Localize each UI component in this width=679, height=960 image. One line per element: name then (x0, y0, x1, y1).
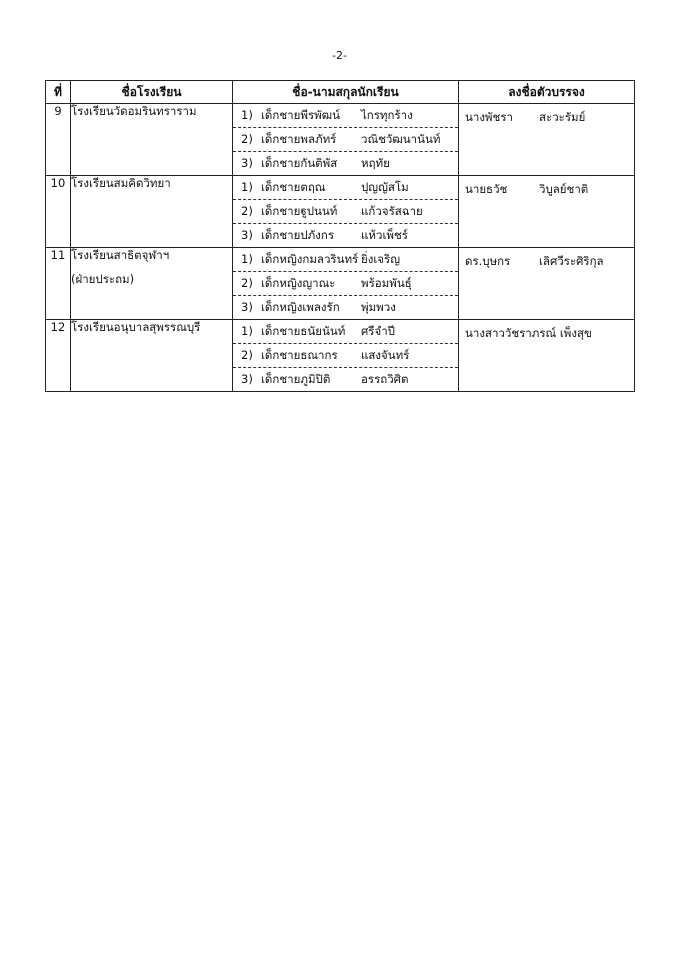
teacher-first-name: ดร.บุษกร (465, 254, 511, 268)
teacher-full-name: นางสาววัชราภรณ์ เพ็งสุข (465, 326, 592, 340)
header-students: ชื่อ-นามสกุลนักเรียน (233, 81, 459, 104)
student-first-name: เด็กชายปภังกร (261, 228, 334, 242)
teacher-signature (459, 248, 635, 320)
student-entry (233, 248, 458, 272)
school-name-text: โรงเรียนวัดอมรินทราราม (71, 104, 197, 118)
student-entry (233, 200, 458, 224)
student-roster-table (45, 80, 635, 392)
student-list (233, 248, 459, 320)
student-entry (233, 224, 458, 247)
student-first-name: เด็กหญิงเพลงรัก (261, 300, 340, 314)
student-first-name: เด็กชายพีรพัฒน์ (261, 108, 340, 122)
teacher-last-name: เลิศวีระศิริกุล (539, 254, 604, 268)
student-number: 3) (241, 300, 253, 314)
student-first-name: เด็กชายธณากร (261, 348, 338, 362)
student-last-name: ไกรทุกร้าง (361, 108, 413, 122)
row-number: 12 (46, 320, 71, 392)
student-entry (233, 368, 458, 391)
student-last-name: แสงจันทร์ (361, 348, 410, 362)
student-number: 2) (241, 132, 253, 146)
student-first-name: เด็กชายตฤณ (261, 180, 326, 194)
student-last-name: พร้อมพันธุ์ (361, 276, 412, 290)
student-number: 1) (241, 252, 253, 266)
student-number: 2) (241, 276, 253, 290)
header-school: ชื่อโรงเรียน (71, 81, 233, 104)
student-first-name: เด็กหญิงกมลวรินทร์ (261, 252, 359, 266)
student-entry (233, 296, 458, 319)
teacher-signature (459, 320, 635, 392)
student-first-name: เด็กชายกันติพัส (261, 156, 338, 170)
table-header-row (46, 81, 635, 104)
teacher-signature (459, 104, 635, 176)
student-list (233, 104, 459, 176)
student-last-name: ยิ่งเจริญ (361, 252, 400, 266)
student-number: 2) (241, 204, 253, 218)
teacher-last-name: สะวะรัมย์ (539, 110, 586, 124)
school-name-text: โรงเรียนอนุบาลสุพรรณบุรี (71, 320, 201, 334)
student-entry (233, 104, 458, 128)
student-number: 1) (241, 180, 253, 194)
student-number: 3) (241, 372, 253, 386)
student-first-name: เด็กหญิงญาณะ (261, 276, 336, 290)
student-last-name: แห้วเพ็ชร์ (361, 228, 408, 242)
student-entry (233, 152, 458, 175)
header-no: ที่ (46, 81, 71, 104)
student-entry (233, 176, 458, 200)
student-first-name: เด็กชายธนัยนันท์ (261, 324, 346, 338)
page-number: -2- (332, 49, 347, 62)
school-name-subtext: (ฝ่ายประถม) (71, 272, 135, 286)
student-number: 1) (241, 324, 253, 338)
student-number: 3) (241, 156, 253, 170)
student-first-name: เด็กชายพลภัทร์ (261, 132, 337, 146)
student-number: 1) (241, 108, 253, 122)
teacher-signature (459, 176, 635, 248)
student-last-name: พุ่มพวง (361, 300, 396, 314)
teacher-first-name: นายธวัช (465, 182, 508, 196)
teacher-first-name: นางพัชรา (465, 110, 513, 124)
school-name (71, 320, 233, 392)
student-entry (233, 128, 458, 152)
student-last-name: แก้วจรัสฉาย (361, 204, 423, 218)
student-last-name: วณิชวัฒนานันท์ (361, 132, 441, 146)
student-first-name: เด็กชายฐูปนนท์ (261, 204, 338, 218)
student-entry (233, 272, 458, 296)
table-row (46, 248, 635, 320)
student-first-name: เด็กชายภูมิปิติ (261, 372, 331, 386)
school-name-text: โรงเรียนสาธิตจุฬาฯ (71, 248, 170, 262)
school-name (71, 176, 233, 248)
student-last-name: หฤทัย (361, 156, 390, 170)
student-last-name: ปุญญัสโม (361, 180, 409, 194)
school-name (71, 104, 233, 176)
header-teacher: ลงชื่อตัวบรรจง (459, 81, 635, 104)
table-row (46, 176, 635, 248)
table-row (46, 320, 635, 392)
row-number: 10 (46, 176, 71, 248)
student-list (233, 320, 459, 392)
table-row (46, 104, 635, 176)
school-name (71, 248, 233, 320)
teacher-last-name: วิบูลย์ชาติ (539, 182, 589, 196)
school-name-text: โรงเรียนสมคิดวิทยา (71, 176, 171, 190)
row-number: 11 (46, 248, 71, 320)
student-number: 3) (241, 228, 253, 242)
student-number: 2) (241, 348, 253, 362)
student-last-name: ศรีจำปี (361, 324, 395, 338)
student-list (233, 176, 459, 248)
student-entry (233, 320, 458, 344)
student-last-name: อรรถวิศิต (361, 372, 409, 386)
student-entry (233, 344, 458, 368)
row-number: 9 (46, 104, 71, 176)
